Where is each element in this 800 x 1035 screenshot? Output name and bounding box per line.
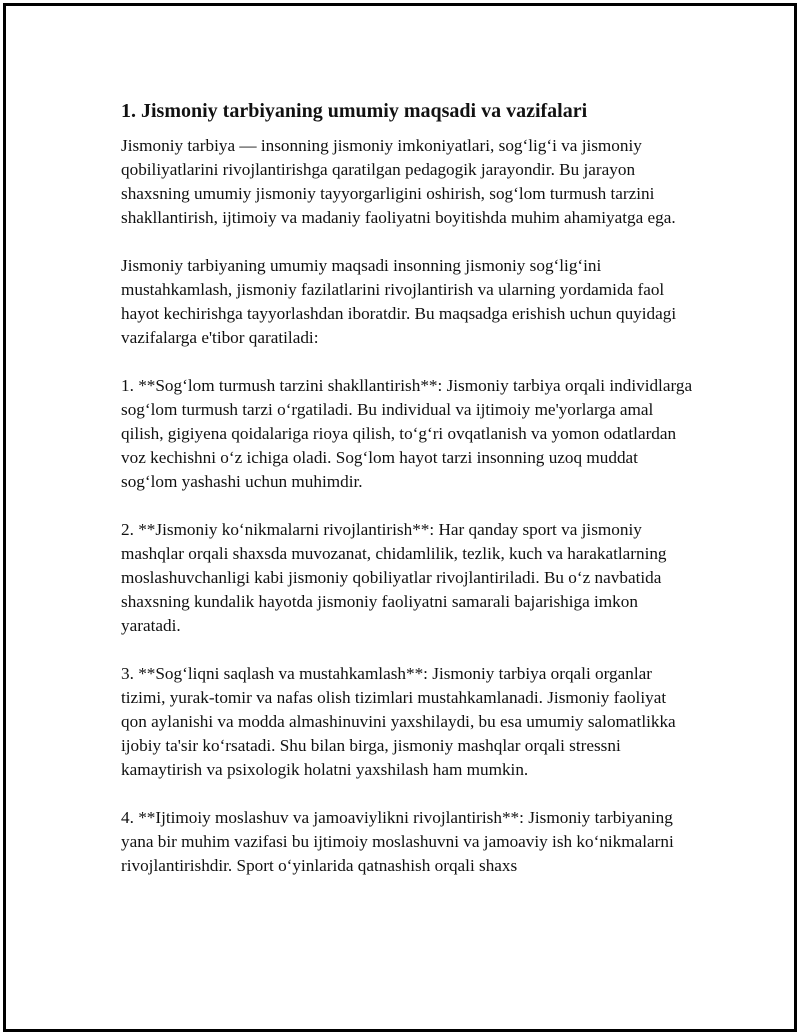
- paragraph-task-1: 1. **Sog‘lom turmush tarzini shakllantirish**: Jismoniy tarbiya orqali individlarga sog‘lom turmush tarzi o‘rgatiladi. Bu individual va ijtimoiy me'yorlarga amal qilish, gigiyena qoidalariga rioya qilish, to‘g‘ri ovqatlanish va yomon odatlardan voz kechishni o‘z ichiga oladi. Sog‘lom hayot tarzi insonning uzoq muddat sog‘lom yashashi uchun muhimdir.: [121, 376, 693, 491]
- section-heading: 1. Jismoniy tarbiyaning umumiy maqsadi va vazifalari: [121, 100, 588, 122]
- paragraph-intro: Jismoniy tarbiya — insonning jismoniy imkoniyatlari, sog‘lig‘i va jismoniy qobiliyatlarini rivojlantirishga qaratilgan pedagogik jarayondir. Bu jarayon shaxsning umumiy jismoniy tayyorgarligini oshirish, sog‘lom turmush tarzini shakllantirish, ijtimoiy va madaniy faoliyatni boyitishda muhim ahamiyatga ega.: [121, 136, 676, 227]
- paragraph-task-4: 4. **Ijtimoiy moslashuv va jamoaviylikni rivojlantirish**: Jismoniy tarbiyaning yana bir muhim vazifasi bu ijtimoiy moslashuvni va jamoaviy ish ko‘nikmalarni rivojlantirishdir. Sport o‘yinlarida qatnashish orqali shaxs: [121, 808, 674, 875]
- page-frame: [3, 3, 797, 1032]
- paragraph-task-3: 3. **Sog‘liqni saqlash va mustahkamlash**: Jismoniy tarbiya orqali organlar tizimi, yurak-tomir va nafas olish tizimlari mustahkamlanadi. Jismoniy faoliyat qon aylanishi va modda almashinuvini yaxshilaydi, bu esa umumiy salomatlikka ijobiy ta'sir ko‘rsatadi. Shu bilan birga, jismoniy mashqlar orqali stressni kamaytirish va psixologik holatni yaxshilash ham mumkin.: [121, 664, 676, 779]
- paragraph-task-2: 2. **Jismoniy ko‘nikmalarni rivojlantirish**: Har qanday sport va jismoniy mashqlar orqali shaxsda muvozanat, chidamlilik, tezlik, kuch va harakatlarning moslashuvchanligi kabi jismoniy qobiliyatlar rivojlantiriladi. Bu o‘z navbatida shaxsning kundalik hayotda jismoniy faoliyatni samarali bajarishiga imkon yaratadi.: [121, 520, 667, 635]
- document-body: [121, 98, 696, 902]
- paragraph-goal: Jismoniy tarbiyaning umumiy maqsadi insonning jismoniy sog‘lig‘ini mustahkamlash, jismoniy fazilatlarini rivojlantirish va ularning yordamida faol hayot kechirishga tayyorlashdan iboratdir. Bu maqsadga erishish uchun quyidagi vazifalarga e'tibor qaratiladi:: [121, 256, 677, 347]
